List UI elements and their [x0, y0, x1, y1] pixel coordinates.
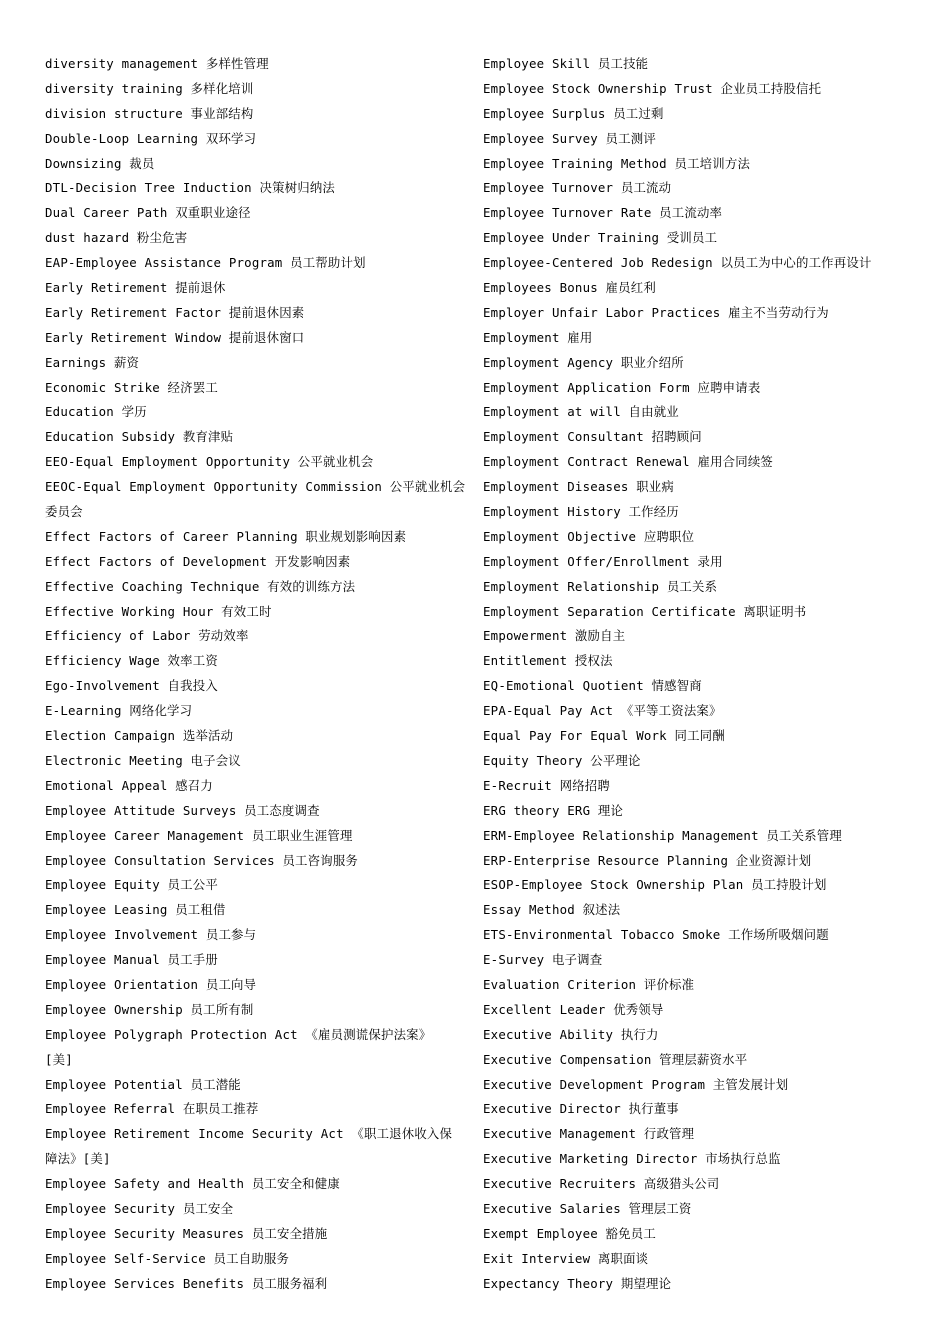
right-glossary-column [483, 52, 913, 1297]
glossary-entry: Employee Turnover Rate 员工流动率 [483, 205, 723, 221]
glossary-entry: diversity training 多样化培训 [45, 80, 254, 96]
glossary-entry: Efficiency of Labor 劳动效率 [45, 628, 249, 644]
glossary-entry: Evaluation Criterion 评价标准 [483, 976, 695, 992]
glossary-entry: Employment Relationship 员工关系 [483, 578, 718, 594]
glossary-entry: Employee Polygraph Protection Act 《雇员测谎保护法案》 [45, 1026, 432, 1042]
left-glossary-column [45, 52, 470, 1297]
glossary-entry: Equal Pay For Equal Work 同工同酬 [483, 728, 725, 744]
glossary-entry: Equity Theory 公平理论 [483, 752, 641, 768]
glossary-entry: Employee Equity 员工公平 [45, 877, 218, 893]
glossary-entry: Employee Ownership 员工所有制 [45, 1001, 254, 1017]
glossary-entry: ERM-Employee Relationship Management 员工关系管理 [483, 827, 842, 843]
glossary-entry: ERG theory ERG 理论 [483, 802, 624, 818]
glossary-entry: Employment Consultant 招聘顾问 [483, 429, 702, 445]
glossary-entry: division structure 事业部结构 [45, 105, 254, 121]
glossary-entry: Employment Application Form 应聘申请表 [483, 379, 761, 395]
glossary-entry: Employees Bonus 雇员红利 [483, 280, 656, 296]
glossary-entry: DTL-Decision Tree Induction 决策树归纳法 [45, 180, 336, 196]
glossary-entry: Education Subsidy 教育津贴 [45, 429, 234, 445]
glossary-entry: Early Retirement Window 提前退休窗口 [45, 329, 305, 345]
glossary-entry: ETS-Environmental Tobacco Smoke 工作场所吸烟问题 [483, 927, 829, 943]
glossary-entry: Executive Ability 执行力 [483, 1026, 659, 1042]
glossary-entry: Employee Surplus 员工过剩 [483, 105, 664, 121]
glossary-entry: Employee Career Management 员工职业生涯管理 [45, 827, 353, 843]
glossary-entry: Employee Skill 员工技能 [483, 56, 649, 71]
glossary-entry: Employee Potential 员工潜能 [45, 1076, 241, 1092]
glossary-entry: Employment at will 自由就业 [483, 404, 679, 420]
glossary-entry: Economic Strike 经济罢工 [45, 379, 218, 395]
glossary-entry: Downsizing 裁员 [45, 155, 155, 171]
glossary-entry: ERP-Enterprise Resource Planning 企业资源计划 [483, 852, 812, 868]
glossary-entry-continuation: 委员会 [45, 504, 83, 520]
glossary-entry: Efficiency Wage 效率工资 [45, 653, 218, 669]
glossary-entry: Employment 雇用 [483, 329, 593, 345]
glossary-entry: EAP-Employee Assistance Program 员工帮助计划 [45, 255, 366, 271]
glossary-entry: EPA-Equal Pay Act 《平等工资法案》 [483, 703, 722, 719]
glossary-entry: Double-Loop Learning 双环学习 [45, 130, 257, 146]
glossary-entry: Employment Offer/Enrollment 录用 [483, 553, 723, 569]
glossary-entry: Employee Security 员工安全 [45, 1200, 234, 1216]
glossary-entry: Ego-Involvement 自我投入 [45, 678, 218, 694]
glossary-entry: Employee Services Benefits 员工服务福利 [45, 1275, 328, 1291]
glossary-entry: Early Retirement 提前退休 [45, 280, 226, 296]
glossary-entry: Employment History 工作经历 [483, 504, 679, 520]
glossary-entry: Effect Factors of Development 开发影响因素 [45, 553, 351, 569]
glossary-entry: Empowerment 激励自主 [483, 628, 626, 644]
glossary-entry: Employment Agency 职业介绍所 [483, 354, 684, 370]
glossary-entry: Employee Orientation 员工向导 [45, 976, 257, 992]
glossary-entry-continuation: 障法》[美] [45, 1151, 111, 1167]
glossary-entry: Employee Consultation Services 员工咨询服务 [45, 852, 358, 868]
glossary-entry: Employment Objective 应聘职位 [483, 528, 695, 544]
glossary-entry: Exit Interview 离职面谈 [483, 1250, 649, 1266]
glossary-entry: Employee Manual 员工手册 [45, 952, 218, 968]
glossary-entry: Exempt Employee 豁免员工 [483, 1225, 656, 1241]
glossary-entry: Electronic Meeting 电子会议 [45, 752, 241, 768]
glossary-entry: EEO-Equal Employment Opportunity 公平就业机会 [45, 454, 374, 470]
glossary-entry: Employee Attitude Surveys 员工态度调查 [45, 802, 320, 818]
glossary-entry: E-Survey 电子调查 [483, 952, 603, 968]
glossary-entry: Employee Training Method 员工培训方法 [483, 155, 751, 171]
glossary-entry: E-Learning 网络化学习 [45, 703, 193, 719]
glossary-entry: EEOC-Equal Employment Opportunity Commission 公平就业机会 [45, 479, 466, 495]
glossary-entry: Effect Factors of Career Planning 职业规划影响因素 [45, 528, 407, 544]
glossary-entry: Expectancy Theory 期望理论 [483, 1275, 672, 1291]
glossary-entry: Essay Method 叙述法 [483, 902, 621, 918]
glossary-entry: Election Campaign 选举活动 [45, 728, 234, 744]
glossary-entry: Employment Diseases 职业病 [483, 479, 674, 495]
glossary-entry: Earnings 薪资 [45, 354, 140, 370]
glossary-entry: Employee Stock Ownership Trust 企业员工持股信托 [483, 80, 822, 96]
glossary-entry: Employee Safety and Health 员工安全和健康 [45, 1176, 340, 1192]
glossary-entry: Education 学历 [45, 404, 147, 420]
glossary-entry: Executive Salaries 管理层工资 [483, 1200, 692, 1216]
glossary-entry: EQ-Emotional Quotient 情感智商 [483, 678, 702, 694]
glossary-entry: Executive Compensation 管理层薪资水平 [483, 1051, 748, 1067]
glossary-entry: Employee Turnover 员工流动 [483, 180, 672, 196]
glossary-entry: diversity management 多样性管理 [45, 56, 269, 71]
glossary-entry: Effective Coaching Technique 有效的训练方法 [45, 578, 356, 594]
glossary-entry: dust hazard 粉尘危害 [45, 230, 188, 246]
glossary-entry: Executive Marketing Director 市场执行总监 [483, 1151, 781, 1167]
glossary-entry: Entitlement 授权法 [483, 653, 613, 669]
glossary-entry: Employee Leasing 员工租借 [45, 902, 226, 918]
glossary-entry: Executive Development Program 主管发展计划 [483, 1076, 789, 1092]
glossary-entry: Executive Recruiters 高级猎头公司 [483, 1176, 720, 1192]
glossary-entry: Employer Unfair Labor Practices 雇主不当劳动行为 [483, 304, 829, 320]
glossary-entry: Excellent Leader 优秀领导 [483, 1001, 664, 1017]
glossary-entry: Employment Contract Renewal 雇用合同续签 [483, 454, 774, 470]
glossary-entry-continuation: [美] [45, 1051, 73, 1067]
glossary-entry: Employee Involvement 员工参与 [45, 927, 257, 943]
glossary-entry: Executive Management 行政管理 [483, 1126, 695, 1142]
glossary-entry: Early Retirement Factor 提前退休因素 [45, 304, 305, 320]
glossary-entry: Employee Self-Service 员工自助服务 [45, 1250, 290, 1266]
glossary-entry: Executive Director 执行董事 [483, 1101, 679, 1117]
glossary-entry: E-Recruit 网络招聘 [483, 777, 610, 793]
glossary-entry: Employee Referral 在职员工推荐 [45, 1101, 259, 1117]
glossary-entry: ESOP-Employee Stock Ownership Plan 员工持股计划 [483, 877, 827, 893]
glossary-entry: Effective Working Hour 有效工时 [45, 603, 272, 619]
glossary-entry: Employee Survey 员工测评 [483, 130, 656, 146]
glossary-entry: Emotional Appeal 感召力 [45, 777, 213, 793]
glossary-entry: Employee Security Measures 员工安全措施 [45, 1225, 328, 1241]
glossary-entry: Employee Under Training 受训员工 [483, 230, 718, 246]
glossary-entry: Employee Retirement Income Security Act 《职工退休收入保 [45, 1126, 453, 1142]
glossary-entry: Employment Separation Certificate 离职证明书 [483, 603, 807, 619]
glossary-entry: Dual Career Path 双重职业途径 [45, 205, 251, 221]
glossary-entry: Employee-Centered Job Redesign 以员工为中心的工作再设计 [483, 255, 872, 271]
